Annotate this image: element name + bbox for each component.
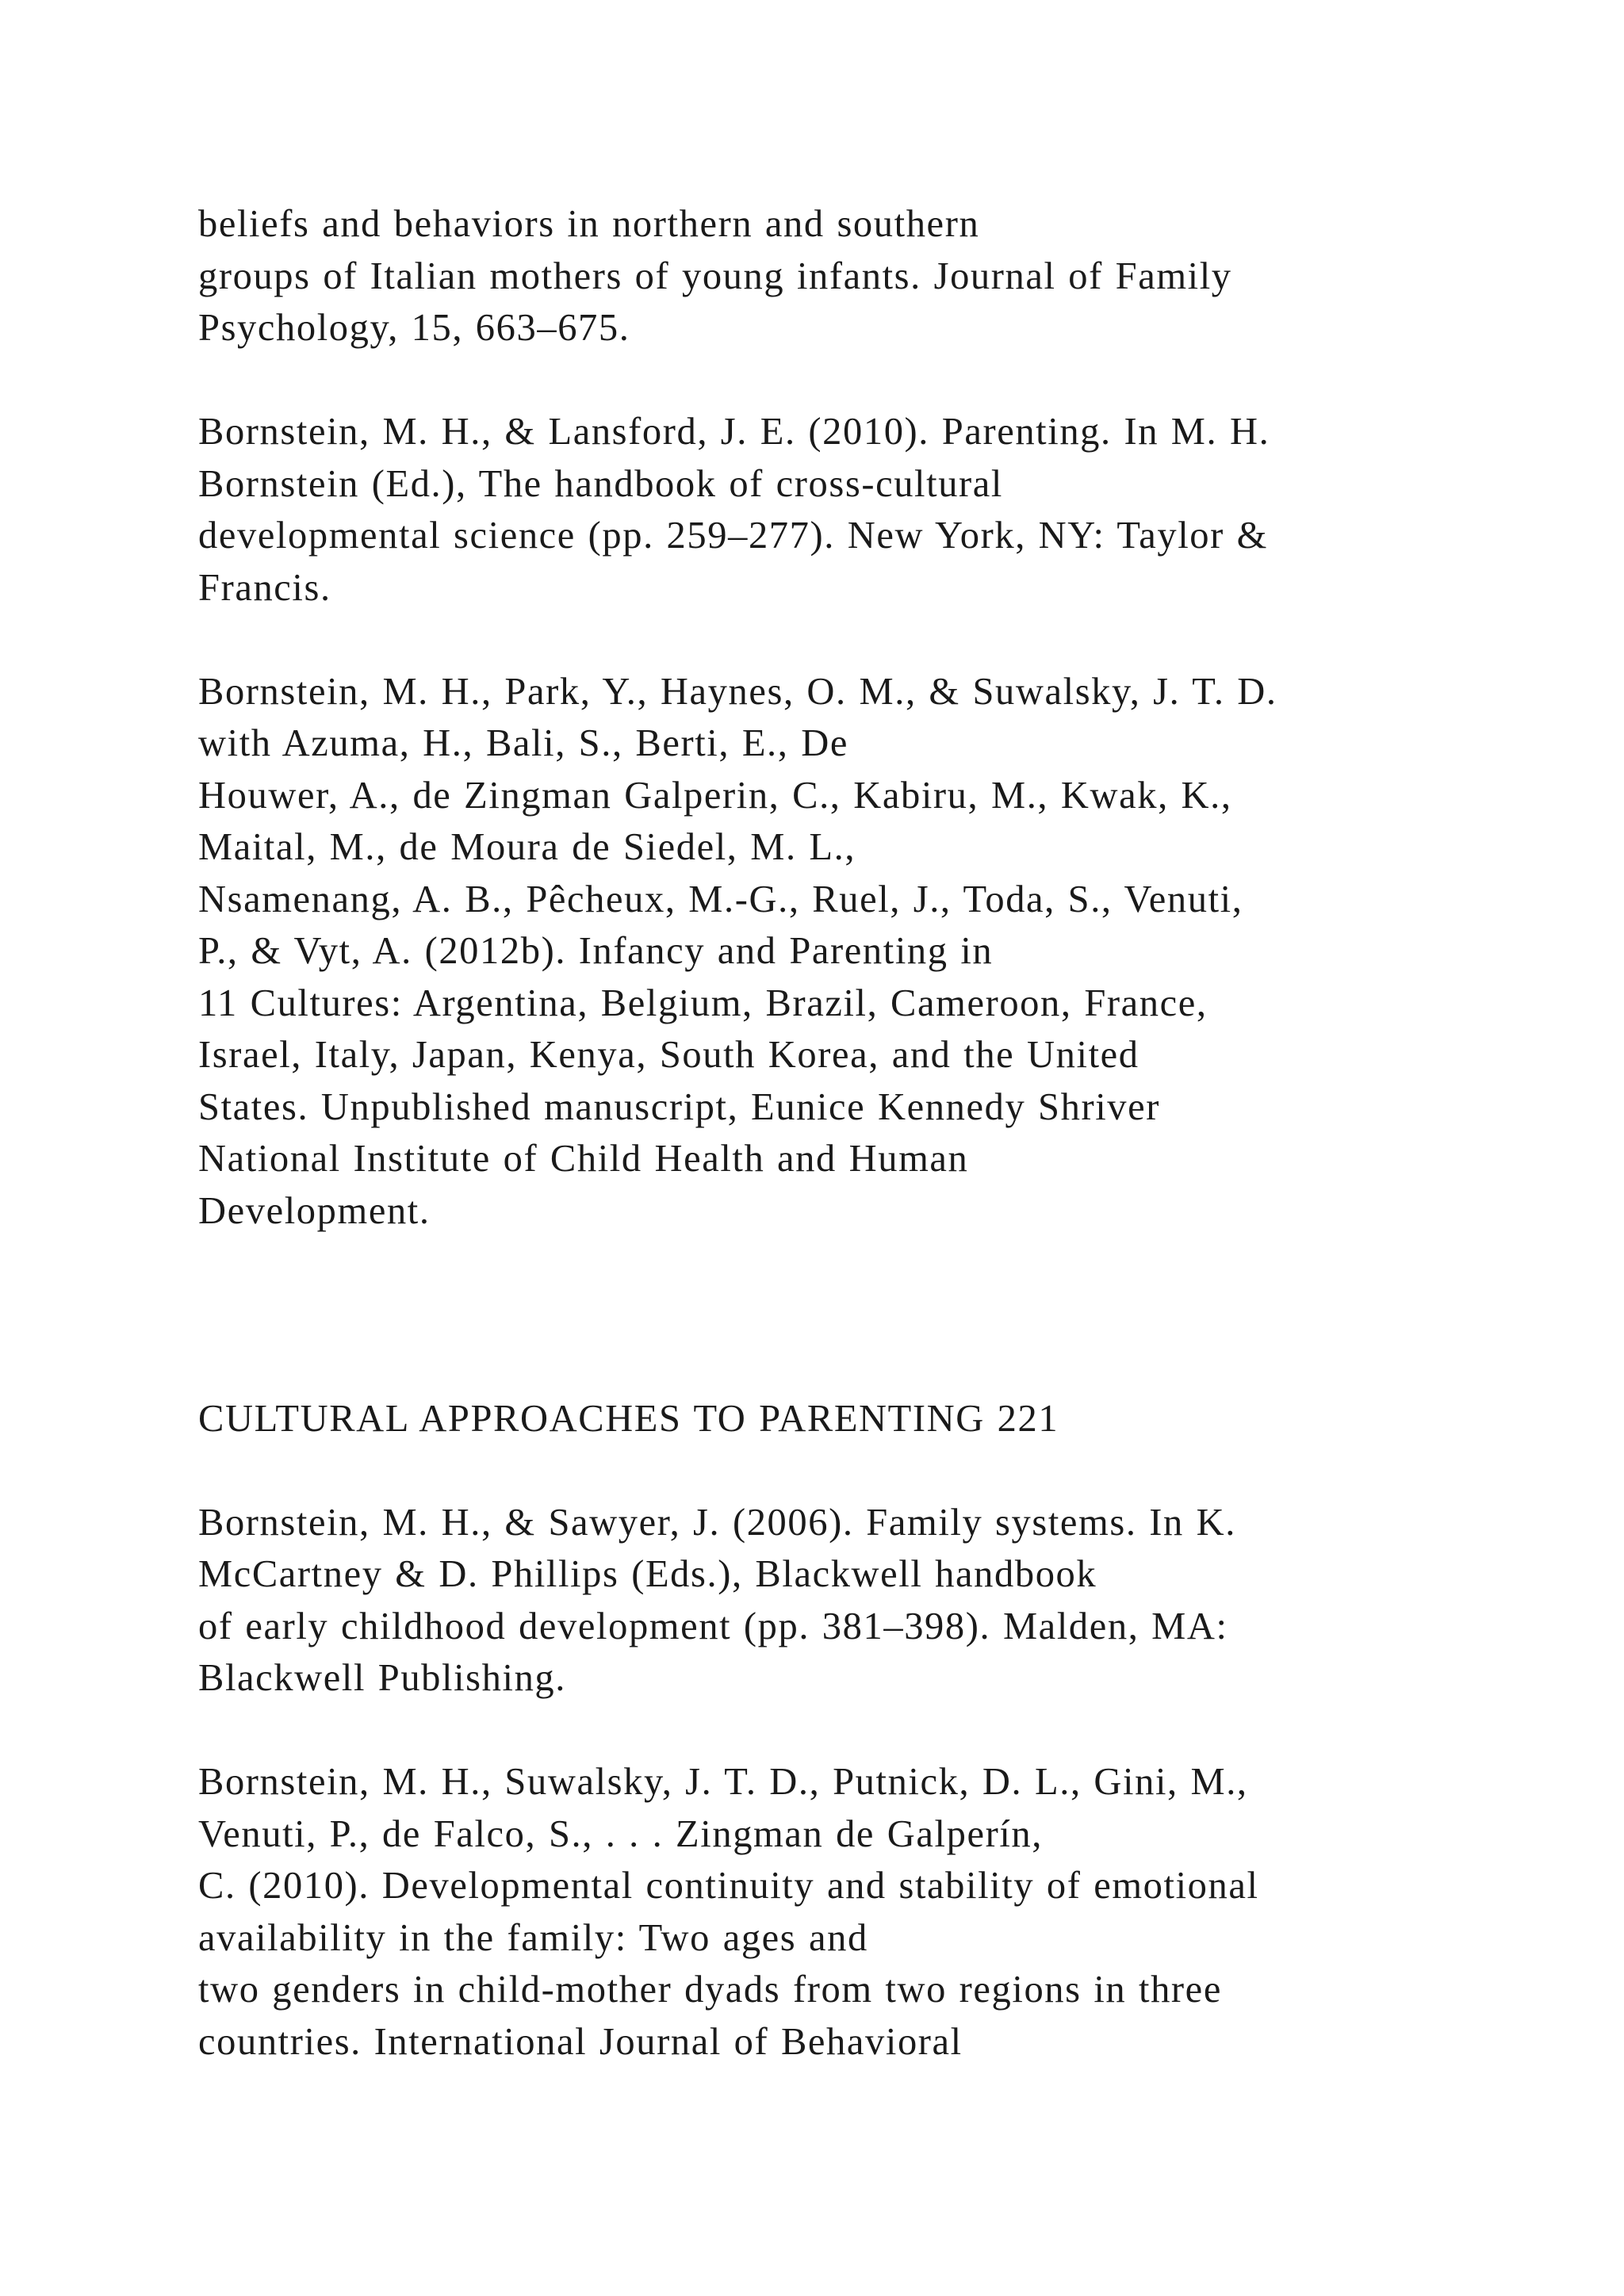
paragraph-gap [198, 614, 1546, 666]
text-line: Nsamenang, A. B., Pêcheux, M.-G., Ruel, J., Toda, S., Venuti, [198, 878, 1243, 920]
text-line: McCartney & D. Phillips (Eds.), Blackwell handbook [198, 1553, 1097, 1595]
text-line: Development. [198, 1189, 431, 1232]
text-line: Blackwell Publishing. [198, 1657, 567, 1699]
paragraph-gap [198, 1445, 1546, 1497]
section-gap [198, 1237, 1546, 1393]
text-line: of early childhood development (pp. 381–398). Malden, MA: [198, 1605, 1228, 1647]
text-line: Maital, M., de Moura de Siedel, M. L., [198, 826, 856, 868]
reference-bornstein-park-2012b [198, 666, 1546, 1238]
text-line: Bornstein, M. H., & Lansford, J. E. (2010). Parenting. In M. H. [198, 411, 1270, 453]
text-line: Bornstein, M. H., Park, Y., Haynes, O. M., & Suwalsky, J. T. D. [198, 670, 1277, 713]
document-page [198, 198, 1546, 2068]
reference-bornstein-suwalsky-2010 [198, 1756, 1546, 2068]
text-line: 11 Cultures: Argentina, Belgium, Brazil, Cameroon, France, [198, 982, 1208, 1024]
text-line: developmental science (pp. 259–277). New York, NY: Taylor & [198, 515, 1268, 557]
text-line: countries. International Journal of Behavioral [198, 2020, 963, 2063]
text-line: National Institute of Child Health and Human [198, 1138, 969, 1180]
reference-bornstein-sawyer-2006 [198, 1497, 1546, 1705]
text-line: C. (2010). Developmental continuity and stability of emotional [198, 1865, 1259, 1907]
running-header [198, 1393, 1546, 1445]
text-line: Israel, Italy, Japan, Kenya, South Korea, and the United [198, 1034, 1139, 1076]
paragraph-gap [198, 1705, 1546, 1757]
text-line: States. Unpublished manuscript, Eunice Kennedy Shriver [198, 1085, 1161, 1128]
text-line: beliefs and behaviors in northern and southern [198, 203, 980, 245]
text-line: Psychology, 15, 663–675. [198, 307, 630, 349]
text-line: Bornstein, M. H., & Sawyer, J. (2006). Family systems. In K. [198, 1501, 1236, 1544]
reference-bornstein-lansford-2010 [198, 406, 1546, 614]
text-line: Bornstein (Ed.), The handbook of cross-cultural [198, 462, 1004, 505]
text-line: Francis. [198, 566, 331, 609]
text-line: groups of Italian mothers of young infants. Journal of Family [198, 254, 1232, 297]
text-line: with Azuma, H., Bali, S., Berti, E., De [198, 722, 848, 764]
reference-continuation [198, 198, 1546, 354]
text-line: Venuti, P., de Falco, S., . . . Zingman de Galperín, [198, 1812, 1043, 1855]
text-line: Bornstein, M. H., Suwalsky, J. T. D., Putnick, D. L., Gini, M., [198, 1761, 1248, 1803]
text-line: availability in the family: Two ages and [198, 1916, 868, 1959]
running-header-text: CULTURAL APPROACHES TO PARENTING 221 [198, 1397, 1059, 1440]
text-line: P., & Vyt, A. (2012b). Infancy and Parenting in [198, 930, 994, 972]
paragraph-gap [198, 354, 1546, 407]
text-line: Houwer, A., de Zingman Galperin, C., Kabiru, M., Kwak, K., [198, 774, 1232, 817]
text-line: two genders in child-mother dyads from two regions in three [198, 1969, 1222, 2011]
